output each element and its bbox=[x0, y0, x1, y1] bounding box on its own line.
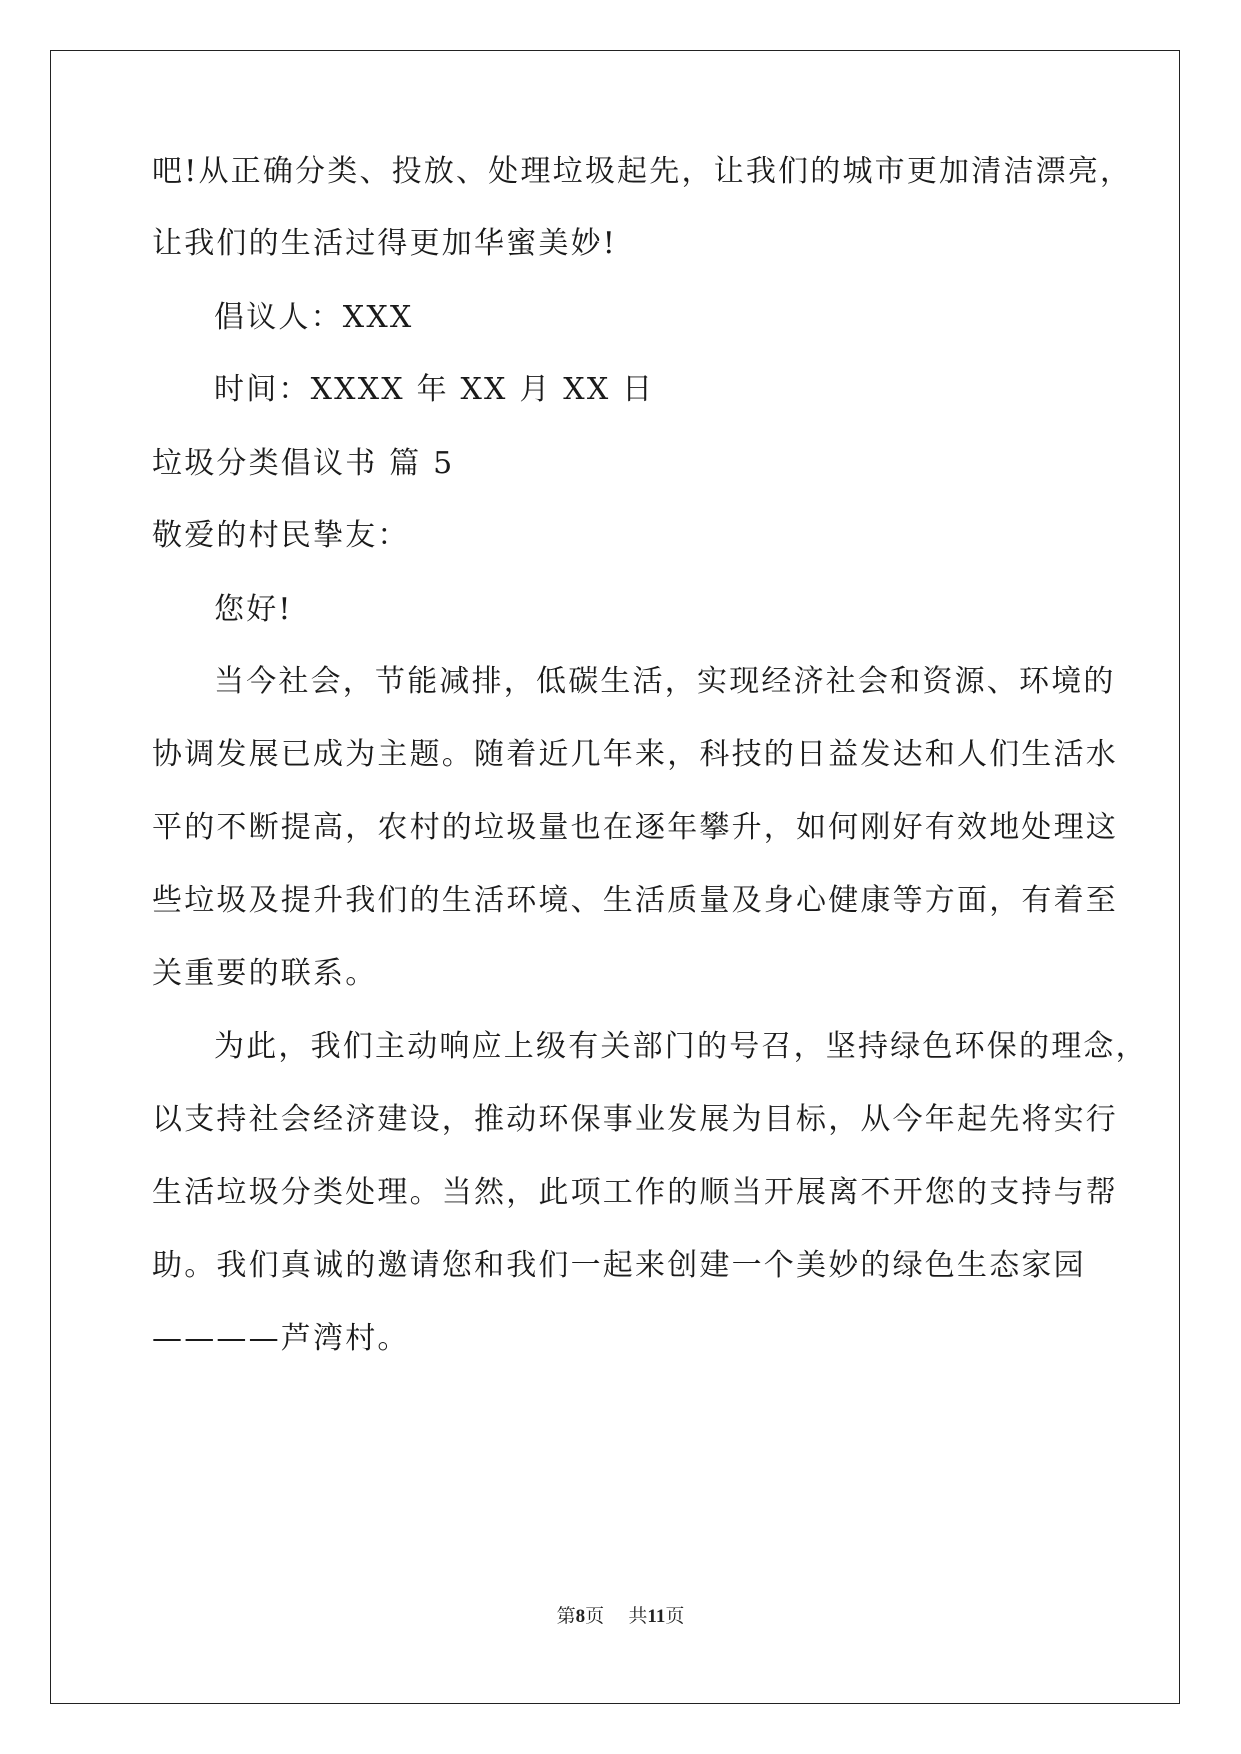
footer-page-suffix: 页 bbox=[585, 1605, 605, 1627]
body-text-line: 以支持社会经济建设，推动环保事业发展为目标，从今年起先将实行 bbox=[152, 1102, 1118, 1137]
body-text-line: 协调发展已成为主题。随着近几年来，科技的日益发达和人们生活水 bbox=[152, 737, 1118, 772]
body-text-line: 让我们的生活过得更加华蜜美妙! bbox=[152, 226, 618, 261]
footer-total-number: 11 bbox=[647, 1606, 666, 1627]
footer-page-prefix: 第 bbox=[556, 1605, 576, 1627]
footer-total-prefix: 共 bbox=[628, 1605, 648, 1627]
footer-total-suffix: 页 bbox=[665, 1605, 685, 1627]
date-line: 时间：XXXX 年 XX 月 XX 日 bbox=[214, 372, 655, 407]
body-text-line: 助。我们真诚的邀请您和我们一起来创建一个美妙的绿色生态家园 bbox=[152, 1248, 1086, 1283]
body-text-line: 些垃圾及提升我们的生活环境、生活质量及身心健康等方面，有着至 bbox=[152, 883, 1118, 918]
page-footer bbox=[0, 1604, 1241, 1629]
proposer-line: 倡议人：XXX bbox=[214, 300, 414, 335]
body-text-line: 吧!从正确分类、投放、处理垃圾起先，让我们的城市更加清洁漂亮， bbox=[152, 154, 1133, 189]
body-text-line: ————芦湾村。 bbox=[152, 1321, 410, 1356]
body-text-line: 关重要的联系。 bbox=[152, 956, 378, 991]
footer-page-number: 8 bbox=[575, 1606, 586, 1627]
salutation: 敬爱的村民挚友： bbox=[152, 518, 410, 553]
body-text-line: 当今社会，节能减排，低碳生活，实现经济社会和资源、环境的 bbox=[214, 664, 1116, 699]
body-text-line: 为此，我们主动响应上级有关部门的号召，坚持绿色环保的理念， bbox=[214, 1029, 1148, 1064]
greeting: 您好! bbox=[214, 592, 293, 627]
section-heading: 垃圾分类倡议书 篇 5 bbox=[152, 446, 455, 481]
body-text-line: 平的不断提高，农村的垃圾量也在逐年攀升，如何刚好有效地处理这 bbox=[152, 810, 1118, 845]
body-text-line: 生活垃圾分类处理。当然，此项工作的顺当开展离不开您的支持与帮 bbox=[152, 1175, 1118, 1210]
